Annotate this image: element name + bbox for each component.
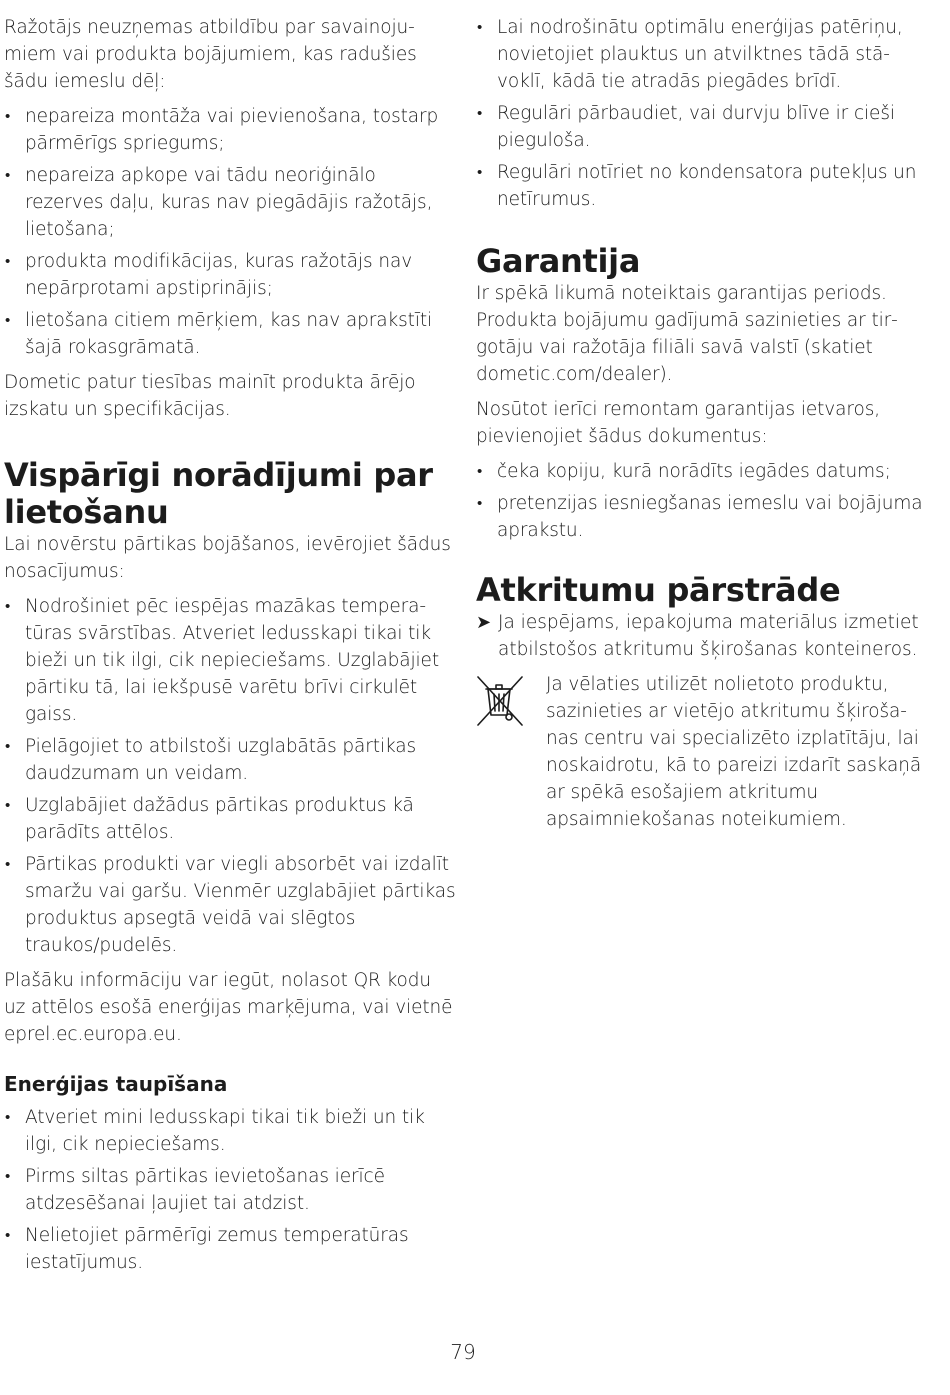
list-item: • Nelietojiet pārmērīgi zemus temperatūras iestatījumus. xyxy=(4,1222,456,1276)
liability-list xyxy=(4,103,456,361)
list-item: • nepareiza montāža vai pievienošana, tostarp pārmērīgs spriegums; xyxy=(4,103,456,157)
list-item: • Pielāgojiet to atbilstoši uzglabātās pārtikas daudzumam un veidam. xyxy=(4,733,456,787)
energy-list xyxy=(4,1104,456,1276)
energy-list-continued xyxy=(476,14,926,213)
list-item: • Pirms siltas pārtikas ievietošanas ierīcē atdzesēšanai ļaujiet tai atdzist. xyxy=(4,1163,456,1217)
list-item: • Uzglabājiet dažādus pārtikas produktus kā parādīts attēlos. xyxy=(4,792,456,846)
general-intro: Lai novērstu pārtikas bojāšanos, ievērojiet šādus nosacījumus: xyxy=(4,534,451,582)
warranty-docs-list xyxy=(476,458,926,544)
right-column xyxy=(476,14,926,841)
list-item: • lietošana citiem mērķiem, kas nav aprakstīti šajā rokasgrāmatā. xyxy=(4,307,456,361)
recycling-instruction xyxy=(476,609,926,663)
list-item: • Pārtikas produkti var viegli absorbēt vai izdalīt smaržu vai garšu. Vienmēr uzglabājiet pārtikas produktus apsegtā veidā vai slēgtos traukos/pudelēs. xyxy=(4,851,456,959)
page-number: 79 xyxy=(450,1340,476,1364)
liability-intro: Ražotājs neuzņemas atbildību par savainojumiem vai produkta bojājumiem, kas radušies šādu iemeslu dēļ: xyxy=(4,17,417,92)
list-item: • Atveriet mini ledusskapi tikai tik bieži un tik ilgi, cik nepieciešams. xyxy=(4,1104,456,1158)
warranty-docs-intro: Nosūtot ierīci remontam garantijas ietvaros, pievienojiet šādus dokumentus: xyxy=(476,399,881,447)
list-item: • čeka kopiju, kurā norādīts iegādes datums; xyxy=(476,458,926,485)
list-item: • nepareiza apkope vai tādu neoriģinālo rezerves daļu, kuras nav piegādājis ražotājs, lietošana; xyxy=(4,162,456,243)
general-list xyxy=(4,593,456,959)
dometic-note: Dometic patur tiesības mainīt produkta ārējo izskatu un specifikācijas. xyxy=(4,372,416,420)
list-item: • Nodrošiniet pēc iespējas mazākas temperatūras svārstības. Atveriet ledusskapi tikai tik bieži un tik ilgi, cik nepieciešams. Uzglabājiet pārtiku tā, lai iekšpusē varētu brīvi cirkulēt gaiss. xyxy=(4,593,456,728)
warranty-heading: Garantija xyxy=(476,242,641,280)
recycling-text: Ja iespējams, iepakojuma materiālus izmetiet atbilstošos atkritumu šķirošanas konteineros. xyxy=(498,612,919,660)
list-item: • Regulāri notīriet no kondensatora putekļus un netīrumus. xyxy=(476,159,926,213)
weee-text: Ja vēlaties utilizēt nolietoto produktu, sazinieties ar vietējo atkritumu šķirošanas centru vai specializēto izplatītāju, lai noskaidrotu, kā to pareizi izdarīt saskaņā ar spēkā esošajiem atkritumu apsaimniekošanas noteikumiem. xyxy=(546,674,922,830)
list-item: • Regulāri pārbaudiet, vai durvju blīve ir cieši pieguloša. xyxy=(476,100,926,154)
arrow-icon: ➤ xyxy=(476,612,492,633)
list-item: • pretenzijas iesniegšanas iemeslu vai bojājuma aprakstu. xyxy=(476,490,926,544)
energy-heading: Enerģijas taupīšana xyxy=(4,1072,228,1096)
general-heading: Vispārīgi norādījumi par lietošanu xyxy=(4,456,433,531)
left-column xyxy=(4,14,456,1284)
list-item: • produkta modifikācijas, kuras ražotājs nav nepārprotami apstiprinājis; xyxy=(4,248,456,302)
weee-block xyxy=(476,671,926,833)
recycling-heading: Atkritumu pārstrāde xyxy=(476,571,841,609)
warranty-text: Ir spēkā likumā noteiktais garantijas periods. Produkta bojājumu gadījumā sazinieties ar tirgotāju vai ražotāja filiāli savā valstī (skatiet dometic.com/dealer). xyxy=(476,283,898,385)
list-item: • Lai nodrošinātu optimālu enerģijas patēriņu, novietojiet plauktus un atvilktnes tādā stāvoklī, kādā tie atradās piegādes brīdī. xyxy=(476,14,926,95)
qr-note: Plašāku informāciju var iegūt, nolasot QR kodu uz attēlos esošā enerģijas marķējuma, vai vietnē eprel.ec.europa.eu. xyxy=(4,970,453,1045)
crossed-out-wheelie-bin-icon xyxy=(476,675,524,727)
